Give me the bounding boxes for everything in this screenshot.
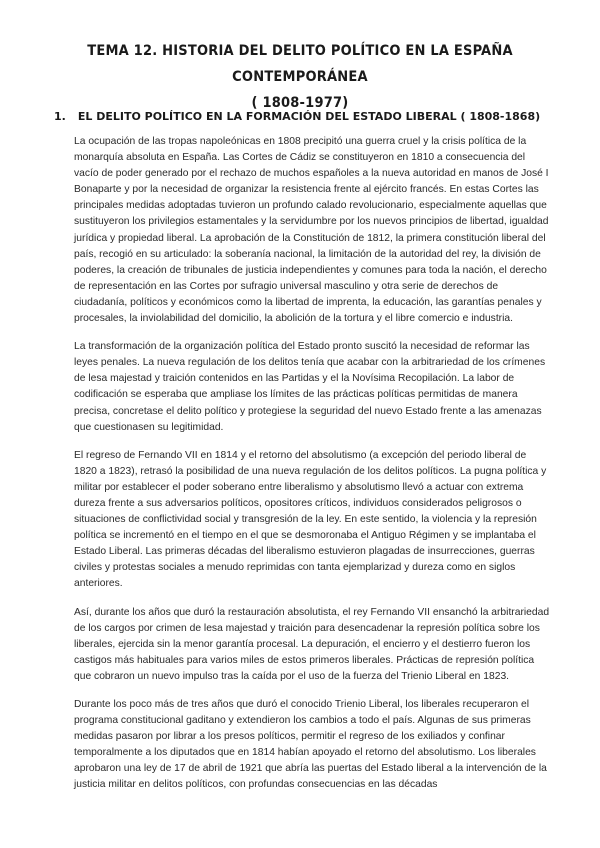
section-number: 1. — [54, 110, 66, 123]
section-title: EL DELITO POLÍTICO EN LA FORMACIÓN DEL ESTADO LIBERAL ( 1808-1868) — [77, 110, 541, 123]
paragraph: Así, durante los años que duró la restauración absolutista, el rey Fernando VII ensanchó la arbitrariedad de los cargos por crimen de lesa majestad y traición para desencadenar la represión política sobre los liberales, ejercida sin la menor garantía procesal. La depuración, el encierro y el destierro fueron los castigos más habituales para varios miles de estos primeros liberales. Prácticas de represión política que cobraron un nuevo impulso tras la caída por el uso de la fuerza del Trienio Liberal en 1823. — [74, 606, 550, 682]
title-line-2: ( 1808-1977) — [251, 95, 349, 111]
paragraph: El regreso de Fernando VII en 1814 y el retorno del absolutismo (a excepción del periodo liberal de 1820 a 1823), retrasó la posibilidad de una nueva regulación de los delitos políticos. La pugna política y militar por establecer el poder soberano entre liberalismo y absolutismo llevó a actuar con extrema dureza frente a sus adversarios políticos, opositores críticos, individuos considerados peligrosos o situaciones de conflictividad social y transgresión de la ley. En este sentido, la violencia y la represión política se incrementó en el tiempo en el que se desmoronaba el Antiguo Régimen y se implantaba el Estado Liberal. Las primeras décadas del liberalismo estuvieron plagadas de insurrecciones, guerras civiles y protestas sociales a menudo reprimidas con tanta ejemplarizad y dureza como en siglos anteriores. — [74, 449, 547, 590]
document-title — [30, 38, 570, 116]
paragraph: Durante los poco más de tres años que duró el conocido Trienio Liberal, los liberales recuperaron el programa constitucional gaditano y extendieron los cambios a todo el país. Algunas de sus primeras medidas pasaron por librar a los presos políticos, permitir el regreso de los exiliados y confinar temporalmente a los diputados que en 1814 habían apoyado el retorno del absolutismo. Los liberales aprobaron una ley de 17 de abril de 1921 que abría las puertas del Estado liberal a la intervención de la justicia militar en delitos políticos, con profundas consecuencias en las décadas — [74, 699, 547, 791]
title-line-1: TEMA 12. HISTORIA DEL DELITO POLÍTICO EN LA ESPAÑA CONTEMPORÁNEA — [87, 43, 513, 85]
paragraph: La transformación de la organización política del Estado pronto suscitó la necesidad de reformar las leyes penales. La nueva regulación de los delitos tenía que acabar con la arbitrariedad de los crímenes de lesa majestad y traición contenidos en las Partidas y el la Novísima Recopilación. La labor de codificación se esperaba que ampliase los límites de las prácticas políticas permitidas de manera precisa, concretase el delito político y protegiese la seguridad del nuevo Estado frente a las amenazas que cuestionasen su legitimidad. — [74, 341, 546, 433]
paragraph: La ocupación de las tropas napoleónicas en 1808 precipitó una guerra cruel y la crisis política de la monarquía absoluta en España. Las Cortes de Cádiz se constituyeron en 1810 a consecuencia del vacío de poder generado por el rechazo de muchos españoles a la nueva autoridad en manos de José I Bonaparte y por la necesidad de organizar la resistencia frente al ejército francés. En estas Cortes las principales medidas adoptadas tuvieron un profundo calado revolucionario, especialmente aquellas que sustituyeron los privilegios estamentales y la servidumbre por los nuevos principios de libertad, igualdad jurídica y propiedad liberal. La aprobación de la Constitución de 1812, la primera constitución liberal del país, recogió en su articulado: la soberanía nacional, la limitación de la autoridad del rey, la división de poderes, la creación de tribunales de justicia independientes y comunes para toda la nación, el derecho de representación en las Cortes por sufragio universal masculino y otra serie de derechos de ciudadanía, políticos y económicos como la libertad de imprenta, la educación, las garantías penales y procesales, la inviolabilidad del domicilio, la abolición de la tortura y el libre comercio e industria. — [74, 136, 549, 325]
section-heading — [54, 110, 560, 123]
document-body — [74, 134, 550, 806]
